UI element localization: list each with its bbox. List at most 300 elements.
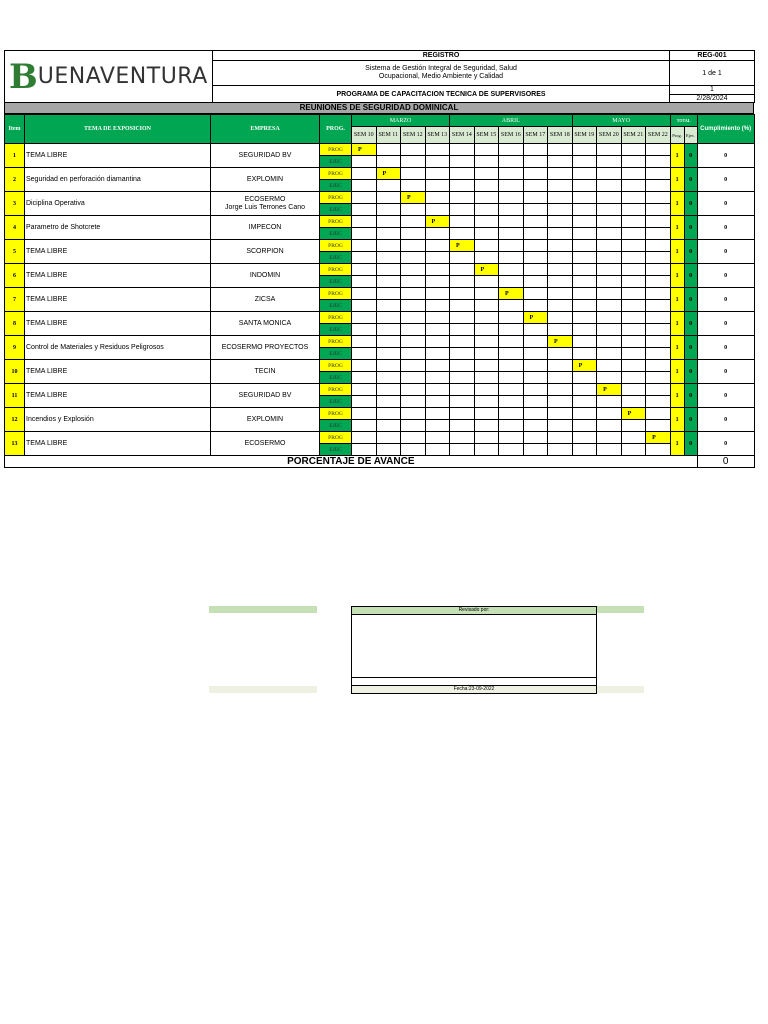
row-company-name: SEGURIDAD BV (238, 391, 292, 399)
week-cell (597, 276, 622, 288)
week-cell (401, 180, 426, 192)
row-company (211, 288, 320, 312)
row-total-ejec: 0 (684, 144, 697, 168)
week-cell (621, 144, 646, 156)
row-total-ejec: 0 (684, 288, 697, 312)
week-cell (597, 228, 622, 240)
week-cell (352, 444, 377, 456)
week-cell (646, 336, 671, 348)
week-cell (646, 384, 671, 396)
week-cell (401, 240, 426, 252)
table-row (5, 408, 755, 420)
row-total-prog: 1 (670, 216, 684, 240)
week-cell (450, 432, 475, 444)
row-ejec-label: EJEC (320, 156, 352, 168)
row-total-ejec: 0 (684, 384, 697, 408)
week-cell (572, 168, 597, 180)
table-row (5, 336, 755, 348)
row-company (211, 432, 320, 456)
row-total-ejec: 0 (684, 432, 697, 456)
col-prog-header: PROG. (320, 115, 352, 144)
week-cell (621, 156, 646, 168)
registro-label: REGISTRO (213, 51, 670, 61)
row-item-number: 13 (5, 432, 25, 456)
week-cell (450, 408, 475, 420)
week-cell (523, 336, 548, 348)
row-prog-label: PROG (320, 168, 352, 180)
week-cell (621, 396, 646, 408)
week-cell (646, 276, 671, 288)
row-topic: TEMA LIBRE (25, 312, 211, 336)
week-cell (523, 348, 548, 360)
week-cell (376, 432, 401, 444)
week-cell (597, 432, 622, 444)
week-cell (523, 180, 548, 192)
row-total-ejec: 0 (684, 192, 697, 216)
row-total-prog: 1 (670, 264, 684, 288)
row-company-name: TECIN (254, 367, 276, 375)
week-cell (499, 216, 524, 228)
week-header: SEM 22 (646, 127, 671, 144)
week-cell (499, 360, 524, 372)
week-cell (548, 204, 573, 216)
week-cell (474, 348, 499, 360)
row-total-prog: 1 (670, 288, 684, 312)
col-compliance-header: Cumplimiento (%) (697, 115, 754, 144)
week-cell (499, 144, 524, 156)
week-cell (376, 312, 401, 324)
week-cell (450, 144, 475, 156)
row-prog-label: PROG (320, 216, 352, 228)
week-cell (401, 384, 426, 396)
row-ejec-label: EJEC (320, 276, 352, 288)
week-cell (499, 396, 524, 408)
week-cell (450, 288, 475, 300)
row-ejec-label: EJEC (320, 252, 352, 264)
row-company-name: EXPLOMIN (246, 415, 284, 423)
week-cell (425, 348, 450, 360)
week-cell (401, 204, 426, 216)
signature-area (352, 615, 596, 678)
row-total-prog: 1 (670, 408, 684, 432)
week-cell (523, 360, 548, 372)
week-cell (450, 228, 475, 240)
week-cell (499, 312, 524, 324)
week-cell (646, 348, 671, 360)
row-topic: TEMA LIBRE (25, 360, 211, 384)
row-ejec-label: EJEC (320, 228, 352, 240)
row-total-ejec: 0 (684, 312, 697, 336)
week-cell (450, 216, 475, 228)
col-company-header: EMPRESA (211, 115, 320, 144)
row-item-number: 4 (5, 216, 25, 240)
col-topic-header: TEMA DE EXPOSICION (25, 115, 211, 144)
week-cell (425, 180, 450, 192)
col-total-header: TOTAL (670, 115, 697, 127)
week-cell (548, 156, 573, 168)
week-cell (548, 276, 573, 288)
week-cell (474, 216, 499, 228)
week-cell (376, 180, 401, 192)
week-cell (621, 264, 646, 276)
row-compliance: 0 (697, 408, 754, 432)
row-total-ejec: 0 (684, 408, 697, 432)
logo-cell (5, 51, 213, 103)
row-compliance: 0 (697, 192, 754, 216)
signature-band-left-top (209, 606, 317, 613)
week-cell (376, 144, 401, 156)
week-cell (474, 276, 499, 288)
row-prog-label: PROG (320, 360, 352, 372)
row-prog-label: PROG (320, 240, 352, 252)
row-company-name: SCORPION (246, 247, 284, 255)
week-cell (425, 192, 450, 204)
week-header: SEM 13 (425, 127, 450, 144)
week-cell (352, 216, 377, 228)
week-cell (401, 372, 426, 384)
week-cell (450, 312, 475, 324)
week-cell (450, 444, 475, 456)
week-cell (474, 336, 499, 348)
row-total-ejec: 0 (684, 360, 697, 384)
week-cell (401, 228, 426, 240)
week-cell (499, 228, 524, 240)
week-cell (646, 396, 671, 408)
week-cell (499, 264, 524, 276)
week-cell (352, 240, 377, 252)
week-cell (376, 252, 401, 264)
week-cell (572, 444, 597, 456)
week-cell (572, 264, 597, 276)
week-cell (474, 168, 499, 180)
signature-band-right-bottom (596, 686, 644, 693)
week-cell (376, 264, 401, 276)
row-company (211, 312, 320, 336)
week-cell (401, 360, 426, 372)
week-cell (474, 408, 499, 420)
week-cell (548, 300, 573, 312)
week-cell (499, 408, 524, 420)
row-topic: Seguridad en perforación diamantina (25, 168, 211, 192)
week-cell (376, 408, 401, 420)
week-cell (523, 444, 548, 456)
week-cell (572, 336, 597, 348)
week-cell (572, 396, 597, 408)
week-cell (646, 240, 671, 252)
week-cell (621, 348, 646, 360)
progress-value: 0 (697, 456, 754, 468)
week-cell (572, 312, 597, 324)
scheduled-mark: P (352, 144, 377, 156)
week-cell (474, 240, 499, 252)
week-cell (376, 372, 401, 384)
week-cell (401, 252, 426, 264)
table-row (5, 264, 755, 276)
week-cell (646, 216, 671, 228)
week-cell (597, 144, 622, 156)
col-item-header: Item (5, 115, 25, 144)
week-cell (597, 180, 622, 192)
document-code: REG-001 (670, 51, 755, 61)
week-cell (376, 336, 401, 348)
week-cell (376, 228, 401, 240)
row-company (211, 144, 320, 168)
week-cell (499, 432, 524, 444)
week-cell (425, 300, 450, 312)
week-cell (425, 384, 450, 396)
week-cell (450, 276, 475, 288)
week-header: SEM 18 (548, 127, 573, 144)
week-cell (499, 252, 524, 264)
week-cell (450, 384, 475, 396)
document-date: 2/28/2024 (670, 94, 755, 103)
week-cell (474, 360, 499, 372)
week-cell (376, 300, 401, 312)
week-header: SEM 19 (572, 127, 597, 144)
row-total-prog: 1 (670, 144, 684, 168)
week-cell (499, 384, 524, 396)
week-cell (646, 288, 671, 300)
week-cell (548, 288, 573, 300)
scheduled-mark: P (376, 168, 401, 180)
section-title: REUNIONES DE SEGURIDAD DOMINICAL (4, 103, 754, 114)
week-header: SEM 12 (401, 127, 426, 144)
row-company-name: INDOMIN (249, 271, 281, 279)
table-row (5, 432, 755, 444)
week-cell (450, 300, 475, 312)
week-cell (352, 372, 377, 384)
week-cell (474, 180, 499, 192)
week-cell (646, 204, 671, 216)
row-item-number: 9 (5, 336, 25, 360)
week-cell (401, 336, 426, 348)
week-cell (376, 156, 401, 168)
week-cell (572, 240, 597, 252)
row-company-name: IMPECON (248, 223, 282, 231)
week-cell (450, 360, 475, 372)
week-cell (597, 444, 622, 456)
week-header: SEM 15 (474, 127, 499, 144)
week-cell (548, 216, 573, 228)
week-cell (425, 420, 450, 432)
row-prog-label: PROG (320, 264, 352, 276)
week-cell (474, 192, 499, 204)
row-total-prog: 1 (670, 168, 684, 192)
week-cell (548, 168, 573, 180)
week-cell (376, 324, 401, 336)
scheduled-mark: P (450, 240, 475, 252)
week-cell (401, 264, 426, 276)
header-row-months (5, 115, 755, 127)
week-cell (646, 228, 671, 240)
row-company-contact: Jorge Luis Terrones Cano (224, 203, 306, 211)
week-cell (474, 252, 499, 264)
week-header: SEM 14 (450, 127, 475, 144)
week-cell (646, 408, 671, 420)
week-cell (401, 420, 426, 432)
week-cell (474, 384, 499, 396)
footer-row (5, 456, 755, 468)
row-total-ejec: 0 (684, 264, 697, 288)
week-header: SEM 20 (597, 127, 622, 144)
week-cell (376, 396, 401, 408)
week-cell (572, 420, 597, 432)
week-cell (352, 192, 377, 204)
row-prog-label: PROG (320, 408, 352, 420)
row-ejec-label: EJEC (320, 324, 352, 336)
row-prog-label: PROG (320, 288, 352, 300)
week-cell (523, 396, 548, 408)
row-compliance: 0 (697, 144, 754, 168)
row-company (211, 384, 320, 408)
week-cell (450, 336, 475, 348)
week-cell (376, 216, 401, 228)
week-header: SEM 10 (352, 127, 377, 144)
week-cell (597, 168, 622, 180)
week-header: SEM 17 (523, 127, 548, 144)
row-item-number: 2 (5, 168, 25, 192)
row-company-name: ECOSERMO PROYECTOS (221, 343, 309, 351)
row-prog-label: PROG (320, 384, 352, 396)
week-cell (425, 276, 450, 288)
week-cell (376, 276, 401, 288)
week-cell (376, 288, 401, 300)
row-item-number: 1 (5, 144, 25, 168)
week-cell (523, 324, 548, 336)
row-ejec-label: EJEC (320, 300, 352, 312)
week-cell (572, 324, 597, 336)
row-total-prog: 1 (670, 192, 684, 216)
week-cell (450, 168, 475, 180)
row-ejec-label: EJEC (320, 180, 352, 192)
week-cell (523, 432, 548, 444)
week-cell (548, 324, 573, 336)
row-company (211, 264, 320, 288)
signature-band-right-top (596, 606, 644, 613)
week-cell (376, 444, 401, 456)
week-cell (425, 288, 450, 300)
row-ejec-label: EJEC (320, 396, 352, 408)
week-cell (499, 276, 524, 288)
week-cell (621, 288, 646, 300)
table-row (5, 384, 755, 396)
week-cell (621, 444, 646, 456)
row-prog-label: PROG (320, 192, 352, 204)
week-cell (621, 300, 646, 312)
week-cell (621, 372, 646, 384)
week-cell (499, 336, 524, 348)
week-cell (450, 348, 475, 360)
row-ejec-label: EJEC (320, 204, 352, 216)
week-cell (621, 324, 646, 336)
week-cell (376, 384, 401, 396)
week-cell (401, 396, 426, 408)
row-compliance: 0 (697, 360, 754, 384)
row-compliance: 0 (697, 384, 754, 408)
week-cell (401, 276, 426, 288)
week-cell (572, 408, 597, 420)
week-cell (352, 408, 377, 420)
week-cell (548, 408, 573, 420)
row-prog-label: PROG (320, 144, 352, 156)
week-cell (548, 240, 573, 252)
week-cell (621, 168, 646, 180)
row-total-prog: 1 (670, 312, 684, 336)
week-cell (499, 180, 524, 192)
row-total-prog: 1 (670, 384, 684, 408)
week-cell (425, 228, 450, 240)
row-total-prog: 1 (670, 360, 684, 384)
week-cell (352, 324, 377, 336)
row-topic: TEMA LIBRE (25, 240, 211, 264)
document-version: 1 (670, 86, 755, 95)
week-cell (548, 420, 573, 432)
week-cell (523, 408, 548, 420)
row-total-ejec: 0 (684, 216, 697, 240)
week-cell (621, 360, 646, 372)
week-cell (450, 396, 475, 408)
week-cell (474, 228, 499, 240)
table-row (5, 216, 755, 228)
signature-name-line (352, 678, 596, 686)
week-cell (597, 396, 622, 408)
week-cell (352, 420, 377, 432)
row-item-number: 7 (5, 288, 25, 312)
table-row (5, 192, 755, 204)
week-cell (646, 360, 671, 372)
week-cell (572, 288, 597, 300)
row-ejec-label: EJEC (320, 420, 352, 432)
week-cell (597, 240, 622, 252)
signature-date: Fecha:23-09-2022 (352, 686, 596, 693)
week-cell (523, 372, 548, 384)
week-cell (499, 192, 524, 204)
week-cell (352, 168, 377, 180)
week-cell (621, 228, 646, 240)
document-header (4, 50, 755, 103)
week-cell (597, 288, 622, 300)
week-cell (450, 324, 475, 336)
row-company-name: ECOSERMO (244, 195, 286, 203)
row-compliance: 0 (697, 432, 754, 456)
week-cell (572, 432, 597, 444)
table-row (5, 168, 755, 180)
week-cell (621, 180, 646, 192)
week-cell (597, 216, 622, 228)
row-company-name: EXPLOMIN (246, 175, 284, 183)
week-cell (499, 420, 524, 432)
week-cell (646, 372, 671, 384)
row-item-number: 10 (5, 360, 25, 384)
row-topic: TEMA LIBRE (25, 432, 211, 456)
week-cell (352, 396, 377, 408)
table-row (5, 144, 755, 156)
week-cell (597, 252, 622, 264)
week-cell (621, 432, 646, 444)
row-topic: TEMA LIBRE (25, 288, 211, 312)
row-total-ejec: 0 (684, 336, 697, 360)
week-cell (621, 240, 646, 252)
week-cell (499, 168, 524, 180)
week-cell (474, 444, 499, 456)
scheduled-mark: P (523, 312, 548, 324)
week-cell (401, 168, 426, 180)
month-header: MAYO (572, 115, 670, 127)
week-cell (352, 300, 377, 312)
row-company (211, 360, 320, 384)
signature-band-left-bottom (209, 686, 317, 693)
week-cell (597, 300, 622, 312)
